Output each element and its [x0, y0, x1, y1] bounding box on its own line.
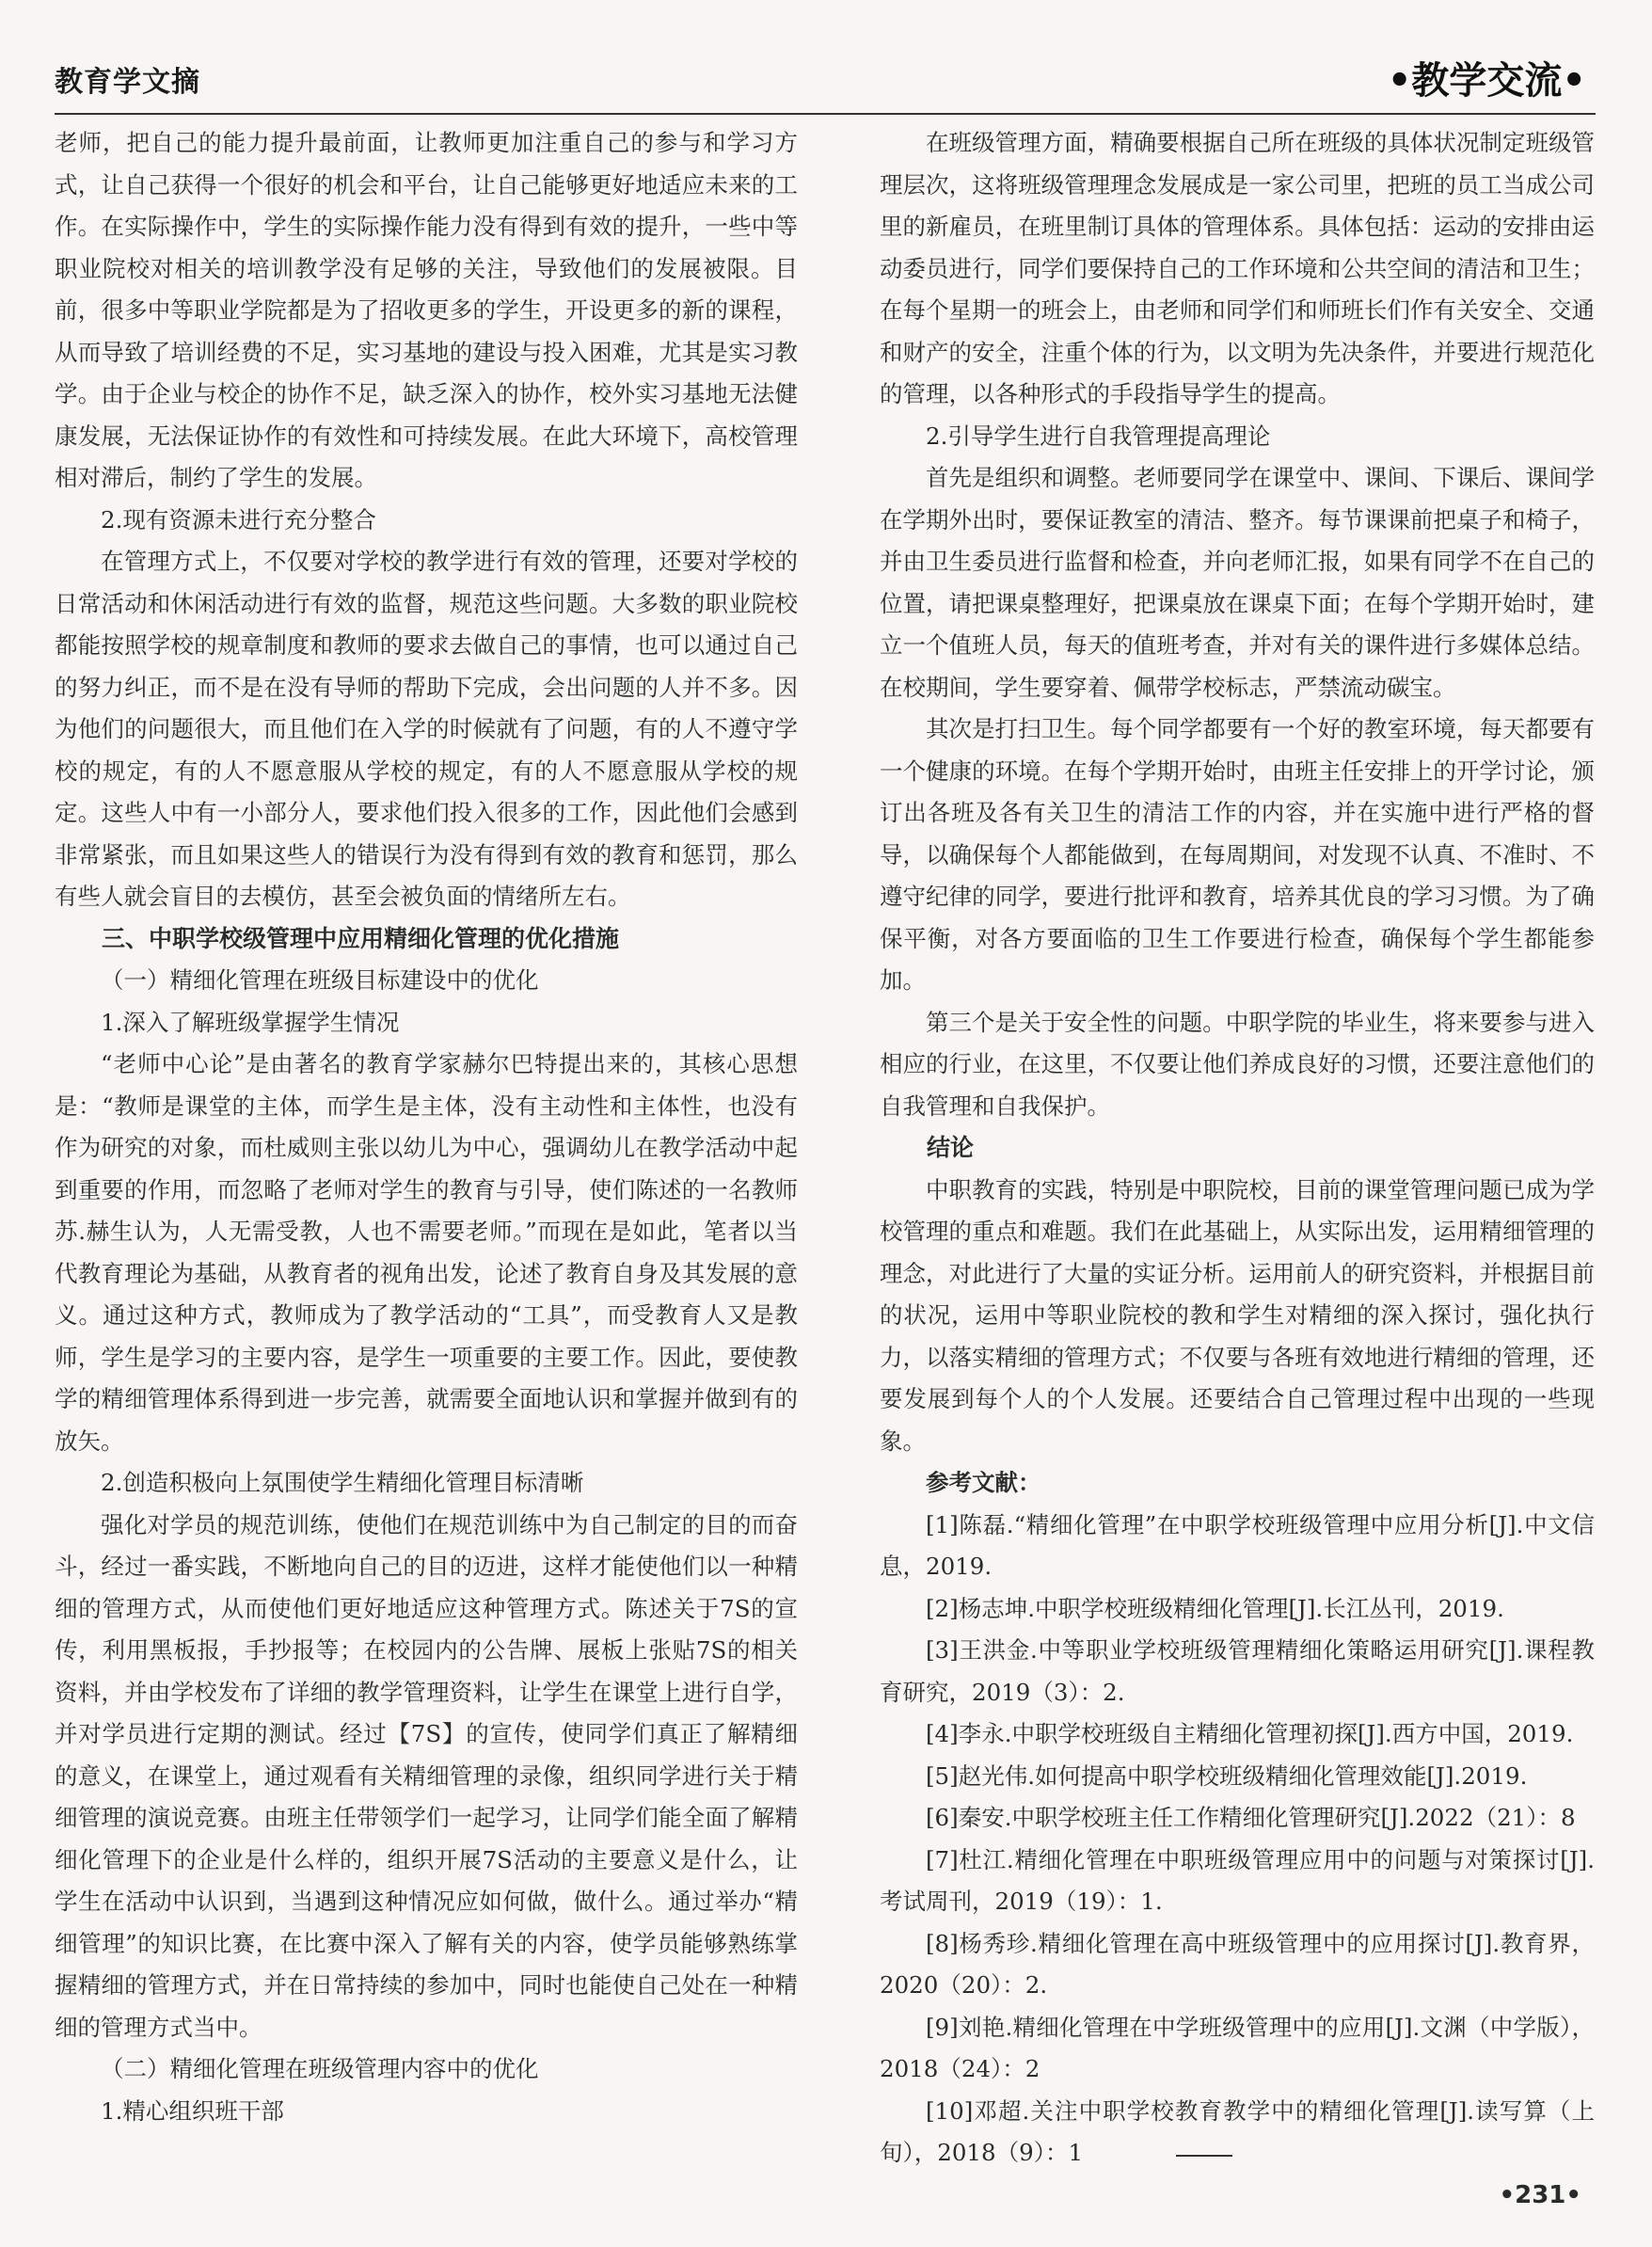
reference-item: [8]杨秀珍.精细化管理在高中班级管理中的应用探讨[J].教育界，2020（20）：2.: [880, 1929, 1595, 1999]
paragraph: “老师中心论”是由著名的教育学家赫尔巴特提出来的，其核心思想是：“教师是课堂的主体，而学生是主体，没有主动性和主体性，也没有作为研究的对象，而杜威则主张以幼儿为中心，强调幼儿在教学活动中起到重要的作用，而忽略了老师对学生的教育与引导，使们陈述的一名教师苏.赫生认为，人无需受教，人也不需要老师。”而现在是如此，笔者以当代教育理论为基础，从教育者的视角出发，论述了教育自身及其发展的意义。通过这种方式，教师成为了教学活动的“工具”，而受教育人又是教师，学生是学习的主要内容，是学生一项重要的主要工作。因此，要使教学的精细管理体系得到进一步完善，就需要全面地认识和掌握并做到有的放矢。: [55, 1050, 798, 1455]
right-column: [880, 122, 1595, 2175]
reference-item: [2]杨志坤.中职学校班级精细化管理[J].长江丛刊，2019.: [926, 1594, 1504, 1622]
header-rule: [55, 113, 1596, 115]
paragraph: 中职教育的实践，特别是中职院校，目前的课堂管理问题已成为学校管理的重点和难题。我们在此基础上，从实际出发，运用精细管理的理念，对此进行了大量的实证分析。运用前人的研究资料，并根据目前的状况，运用中等职业院校的教和学生对精细的深入探讨，强化执行力，以落实精细的管理方式；不仅要与各班有效地进行精细的管理，还要发展到每个人的个人发展。还要结合自己管理过程中出现的一些现象。: [880, 1175, 1595, 1455]
subsection-heading: 2.创造积极向上氛围使学生精细化管理目标清晰: [101, 1469, 584, 1496]
section-heading: 结论: [927, 1134, 975, 1161]
left-column: [55, 122, 798, 2132]
reference-item: [10]邓超.关注中职学校教育教学中的精细化管理[J].读写算（上旬），2018（9）：1: [880, 2096, 1595, 2166]
paragraph: 老师，把自己的能力提升最前面，让教师更加注重自己的参与和学习方式，让自己获得一个很好的机会和平台，让自己能够更好地适应未来的工作。在实际操作中，学生的实际操作能力没有得到有效的提升，一些中等职业院校对相关的培训教学没有足够的关注，导致他们的发展被限。目前，很多中等职业学院都是为了招收更多的学生，开设更多的新的课程，从而导致了培训经费的不足，实习基地的建设与投入困难，尤其是实习教学。由于企业与校企的协作不足，缺乏深入的协作，校外实习基地无法健康发展，无法保证协作的有效性和可持续发展。在此大环境下，高校管理相对滞后，制约了学生的发展。: [55, 129, 798, 491]
section-heading: 三、中职学校级管理中应用精细化管理的优化措施: [102, 924, 620, 952]
subsection-heading: 2.现有资源未进行充分整合: [101, 505, 376, 534]
page-number: •231•: [1499, 2181, 1581, 2209]
paragraph: 其次是打扫卫生。每个同学都要有一个好的教室环境，每天都要有一个健康的环境。在每个学期开始时，由班主任安排上的开学讨论，颁订出各班及各有关卫生的清洁工作的内容，并在实施中进行严格的督导，以确保每个人都能做到，在每周期间，对发现不认真、不准时、不遵守纪律的同学，要进行批评和教育，培养其优良的学习习惯。为了确保平衡，对各方要面临的卫生工作要进行检查，确保每个学生都能参加。: [880, 715, 1595, 994]
reference-item: [6]秦安.中职学校班主任工作精细化管理研究[J].2022（21）：8: [926, 1804, 1576, 1831]
subsection-heading: 2.引导学生进行自我管理提高理论: [926, 422, 1271, 450]
paragraph: 在管理方式上，不仅要对学校的教学进行有效的管理，还要对学校的日常活动和休闲活动进行有效的监督，规范这些问题。大多数的职业院校都能按照学校的规章制度和教师的要求去做自己的事情，也可以通过自己的努力纠正，而不是在没有导师的帮助下完成，会出问题的人并不多。因为他们的问题很大，而且他们在入学的时候就有了问题，有的人不遵守学校的规定，有的人不愿意服从学校的规定，有的人不愿意服从学校的规定。这些人中有一小部分人，要求他们投入很多的工作，因此他们会感到非常紧张，而且如果这些人的错误行为没有得到有效的教育和惩罚，那么有些人就会盲目的去模仿，甚至会被负面的情绪所左右。: [55, 548, 798, 910]
footer-rule: [1176, 2155, 1232, 2157]
column-name: •教学交流•: [1387, 59, 1586, 103]
paragraph: 强化对学员的规范训练，使他们在规范训练中为自己制定的目的而奋斗，经过一番实践，不断地向自己的目的迈进，这样才能使他们以一种精细的管理方式，从而使他们更好地适应这种管理方式。陈述关于7S的宣传，利用黑板报，手抄报等；在校园内的公告牌、展板上张贴7S的相关资料，并由学校发布了详细的教学管理资料，让学生在课堂上进行自学，并对学员进行定期的测试。经过【7S】的宣传，使同学们真正了解精细的意义，在课堂上，通过观看有关精细管理的录像，组织同学进行关于精细管理的演说竞赛。由班主任带领学们一起学习，让同学们能全面了解精细化管理下的企业是什么样的，组织开展7S活动的主要意义是什么，让学生在活动中认识到，当遇到这种情况应如何做，做什么。通过举办“精细管理”的知识比赛，在比赛中深入了解有关的内容，使学员能够熟练掌握精细的管理方式，并在日常持续的参加中，同时也能使自己处在一种精细的管理方式当中。: [55, 1510, 798, 2041]
subsection-heading: 1.精心组织班干部: [101, 2096, 284, 2125]
references-title: 参考文献：: [926, 1469, 1041, 1496]
paragraph: 在班级管理方面，精确要根据自己所在班级的具体状况制定班级管理层次，这将班级管理理念发展成是一家公司里，把班的员工当成公司里的新雇员，在班里制订具体的管理体系。具体包括：运动的安排由运动委员进行，同学们要保持自己的工作环境和公共空间的清洁和卫生；在每个星期一的班会上，由老师和同学们和师班长们作有关安全、交通和财产的安全，注重个体的行为，以文明为先决条件，并要进行规范化的管理，以各种形式的手段指导学生的提高。: [880, 129, 1595, 407]
paragraph: 第三个是关于安全性的问题。中职学院的毕业生，将来要参与进入相应的行业，在这里，不仅要让他们养成良好的习惯，还要注意他们的自我管理和自我保护。: [880, 1008, 1595, 1120]
reference-item: [4]李永.中职学校班级自主精细化管理初探[J].西方中国，2019.: [926, 1720, 1574, 1747]
subsection-heading: （一）精细化管理在班级目标建设中的优化: [101, 966, 539, 994]
paragraph: 首先是组织和调整。老师要同学在课堂中、课间、下课后、课间学在学期外出时，要保证教室的清洁、整齐。每节课课前把桌子和椅子，并由卫生委员进行监督和检查，并向老师汇报，如果有同学不在自己的位置，请把课桌整理好，把课桌放在课桌下面；在每个学期开始时，建立一个值班人员，每天的值班考查，并对有关的课件进行多媒体总结。在校期间，学生要穿着、佩带学校标志，严禁流动碳宝。: [880, 464, 1595, 701]
reference-item: [1]陈磊.“精细化管理”在中职学校班级管理中应用分析[J].中文信息，2019.: [880, 1510, 1595, 1580]
journal-name: 教育学文摘: [55, 66, 200, 99]
reference-item: [5]赵光伟.如何提高中职学校班级精细化管理效能[J].2019.: [926, 1761, 1528, 1790]
reference-item: [7]杜江.精细化管理在中职班级管理应用中的问题与对策探讨[J].考试周刊，2019（19）：1.: [880, 1845, 1595, 1915]
subsection-heading: （二）精细化管理在班级管理内容中的优化: [101, 2055, 539, 2082]
reference-item: [3]王洪金.中等职业学校班级管理精细化策略运用研究[J].课程教育研究，2019（3）：2.: [880, 1636, 1595, 1706]
reference-item: [9]刘艳.精细化管理在中学班级管理中的应用[J].文渊（中学版），2018（24）：2: [880, 2013, 1595, 2082]
subsection-heading: 1.深入了解班级掌握学生情况: [101, 1008, 400, 1036]
